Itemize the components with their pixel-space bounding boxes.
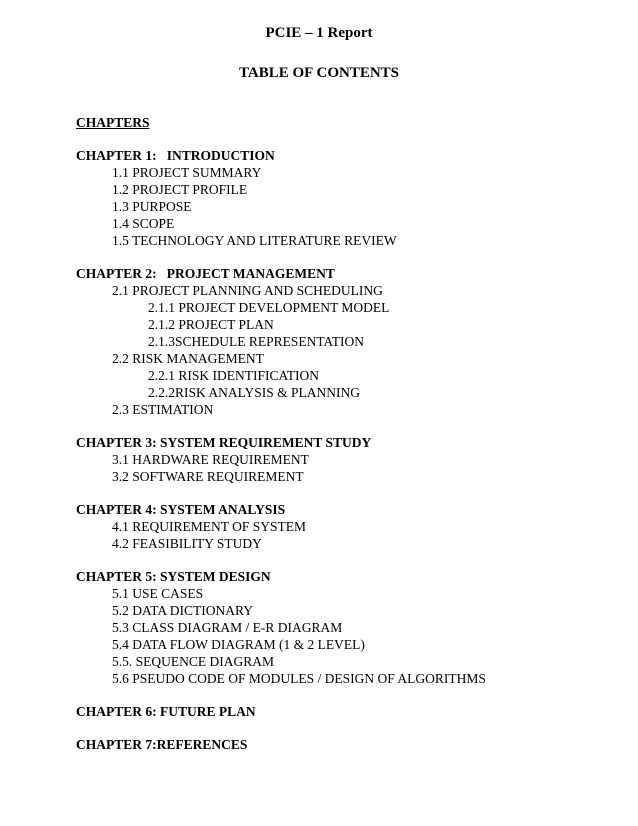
toc-subsection: 2.2 RISK MANAGEMENT (112, 351, 264, 366)
toc-subsection: 4.2 FEASIBILITY STUDY (112, 536, 262, 551)
chapter-list (76, 147, 616, 753)
chapter-block (76, 568, 616, 687)
toc-subsection: 1.5 TECHNOLOGY AND LITERATURE REVIEW (112, 233, 397, 248)
toc-subsection: 3.2 SOFTWARE REQUIREMENT (112, 469, 304, 484)
toc-subsection: 5.5. SEQUENCE DIAGRAM (112, 654, 274, 669)
toc-subsection: 5.6 PSEUDO CODE OF MODULES / DESIGN OF ALGORITHMS (112, 671, 486, 686)
toc-subsection: 5.3 CLASS DIAGRAM / E-R DIAGRAM (112, 620, 343, 635)
toc-subsubsection: 2.2.2RISK ANALYSIS & PLANNING (148, 385, 361, 400)
toc-subsection: 4.1 REQUIREMENT OF SYSTEM (112, 519, 307, 534)
chapter-title: CHAPTER 2: PROJECT MANAGEMENT (76, 266, 335, 281)
toc-subsubsection: 2.1.1 PROJECT DEVELOPMENT MODEL (148, 300, 390, 315)
toc-subsubsection: 2.2.1 RISK IDENTIFICATION (148, 368, 319, 383)
toc-subsection: 2.3 ESTIMATION (112, 402, 214, 417)
toc-subsection: 5.1 USE CASES (112, 586, 204, 601)
toc-subsection: 1.4 SCOPE (112, 216, 175, 231)
chapter-block (76, 703, 616, 720)
chapter-block (76, 501, 616, 552)
toc-subsubsection: 2.1.3SCHEDULE REPRESENTATION (148, 334, 365, 349)
table-of-contents (76, 114, 616, 769)
chapter-title: CHAPTER 5: SYSTEM DESIGN (76, 569, 271, 584)
chapter-title: CHAPTER 1: INTRODUCTION (76, 148, 275, 163)
toc-subsection: 5.4 DATA FLOW DIAGRAM (1 & 2 LEVEL) (112, 637, 365, 652)
toc-subsection: 2.1 PROJECT PLANNING AND SCHEDULING (112, 283, 383, 298)
chapter-title: CHAPTER 6: FUTURE PLAN (76, 704, 256, 719)
report-title: PCIE – 1 Report (265, 25, 373, 41)
toc-subsection: 1.3 PURPOSE (112, 199, 192, 214)
toc-title: TABLE OF CONTENTS (238, 65, 400, 81)
toc-subsection: 1.2 PROJECT PROFILE (112, 182, 248, 197)
toc-subsubsection: 2.1.2 PROJECT PLAN (148, 317, 274, 332)
toc-subsection: 5.2 DATA DICTIONARY (112, 603, 254, 618)
chapter-title: CHAPTER 4: SYSTEM ANALYSIS (76, 502, 286, 517)
chapter-title: CHAPTER 3: SYSTEM REQUIREMENT STUDY (76, 435, 372, 450)
toc-subsection: 3.1 HARDWARE REQUIREMENT (112, 452, 309, 467)
chapter-block (76, 434, 616, 485)
chapter-title: CHAPTER 7:REFERENCES (76, 737, 248, 752)
chapters-heading: CHAPTERS (76, 115, 150, 130)
chapter-block (76, 265, 616, 418)
chapter-block (76, 736, 616, 753)
chapter-block (76, 147, 616, 249)
toc-subsection: 1.1 PROJECT SUMMARY (112, 165, 262, 180)
